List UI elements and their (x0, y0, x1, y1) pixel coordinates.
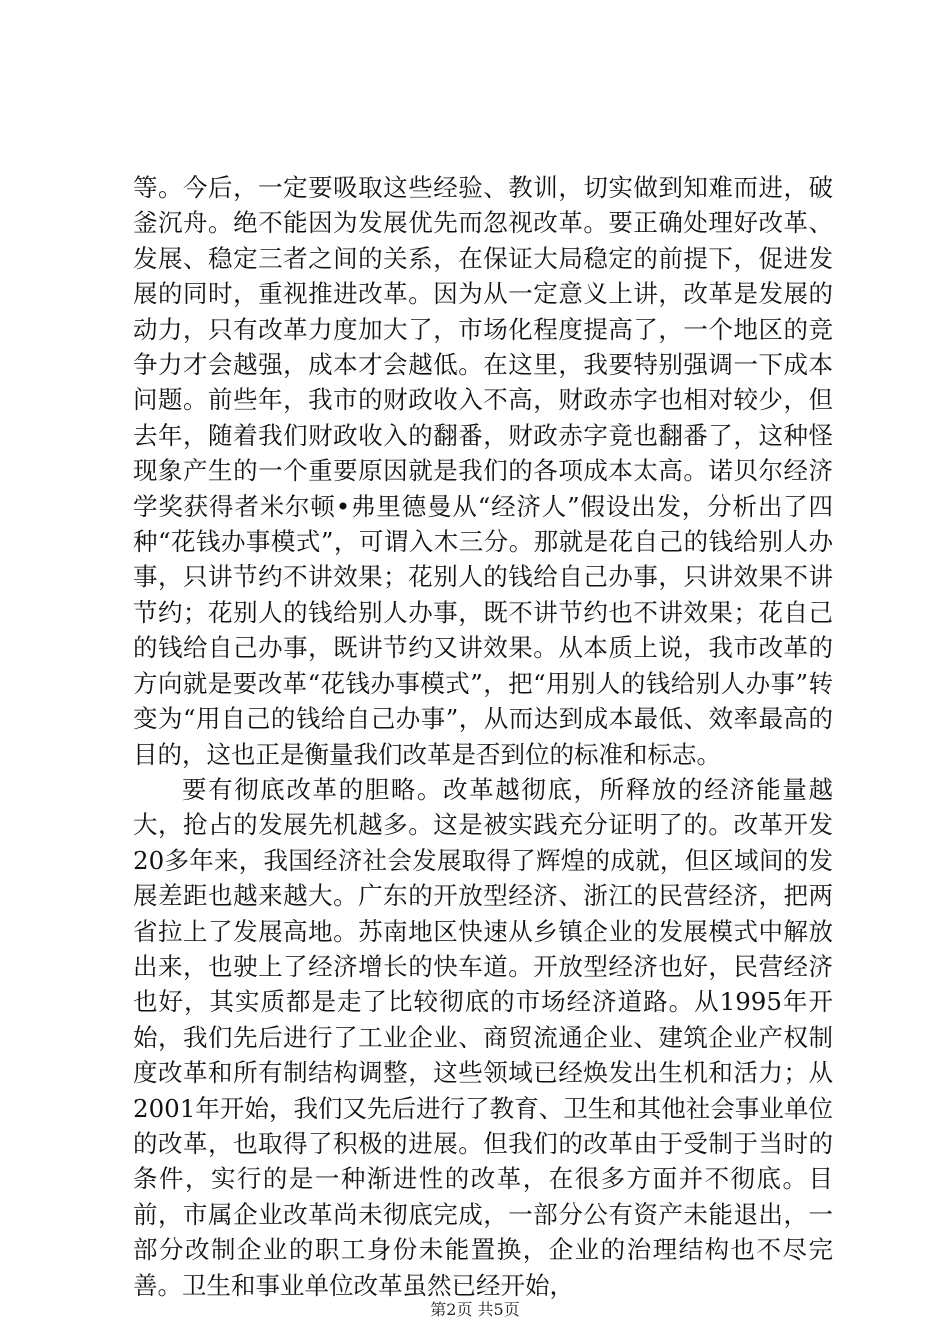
paragraph-continuation: 等。今后，一定要吸取这些经验、教训，切实做到知难而进，破釜沉舟。绝不能因为发展优先而忽视改革。要正确处理好改革、发展、稳定三者之间的关系，在保证大局稳定的前提下，促进发展的同时，重视推进改革。因为从一定意义上讲，改革是发展的动力，只有改革力度加大了，市场化程度提高了，一个地区的竞争力才会越强，成本才会越低。在这里，我要特别强调一下成本问题。前些年，我市的财政收入不高，财政赤字也相对较少，但去年，随着我们财政收入的翻番，财政赤字竟也翻番了，这种怪现象产生的一个重要原因就是我们的各项成本太高。诺贝尔经济学奖获得者米尔顿•弗里德曼从“经济人”假设出发，分析出了四种“花钱办事模式”，可谓入木三分。那就是花自己的钱给别人办事，只讲节约不讲效果；花别人的钱给自己办事，只讲效果不讲节约；花别人的钱给别人办事，既不讲节约也不讲效果；花自己的钱给自己办事，既讲节约又讲效果。从本质上说，我市改革的方向就是要改革“花钱办事模式”，把“用别人的钱给别人办事”转变为“用自己的钱给自己办事”，从而达到成本最低、效率最高的目的，这也正是衡量我们改革是否到位的标准和标志。 (133, 173, 833, 769)
body-text (133, 170, 833, 1303)
paragraph-thorough-reform: 要有彻底改革的胆略。改革越彻底，所释放的经济能量越大，抢占的发展先机越多。这是被实践充分证明了的。改革开发20多年来，我国经济社会发展取得了辉煌的成就，但区域间的发展差距也越来越大。广东的开放型经济、浙江的民营经济，把两省拉上了发展高地。苏南地区快速从乡镇企业的发展模式中解放出来，也驶上了经济增长的快车道。开放型经济也好，民营经济也好，其实质都是走了比较彻底的市场经济道路。从1995年开始，我们先后进行了工业企业、商贸流通企业、建筑企业产权制度改革和所有制结构调整，这些领域已经焕发出生机和活力；从2001年开始，我们又先后进行了教育、卫生和其他社会事业单位的改革，也取得了积极的进展。但我们的改革由于受制于当时的条件，实行的是一种渐进性的改革，在很多方面并不彻底。目前，市属企业改革尚未彻底完成，一部分公有资产未能退出，一部分改制企业的职工身份未能置换，企业的治理结构也不尽完善。卫生和事业单位改革虽然已经开始， (133, 774, 833, 1300)
page-number-footer: 第2页 共5页 (430, 1300, 520, 1319)
